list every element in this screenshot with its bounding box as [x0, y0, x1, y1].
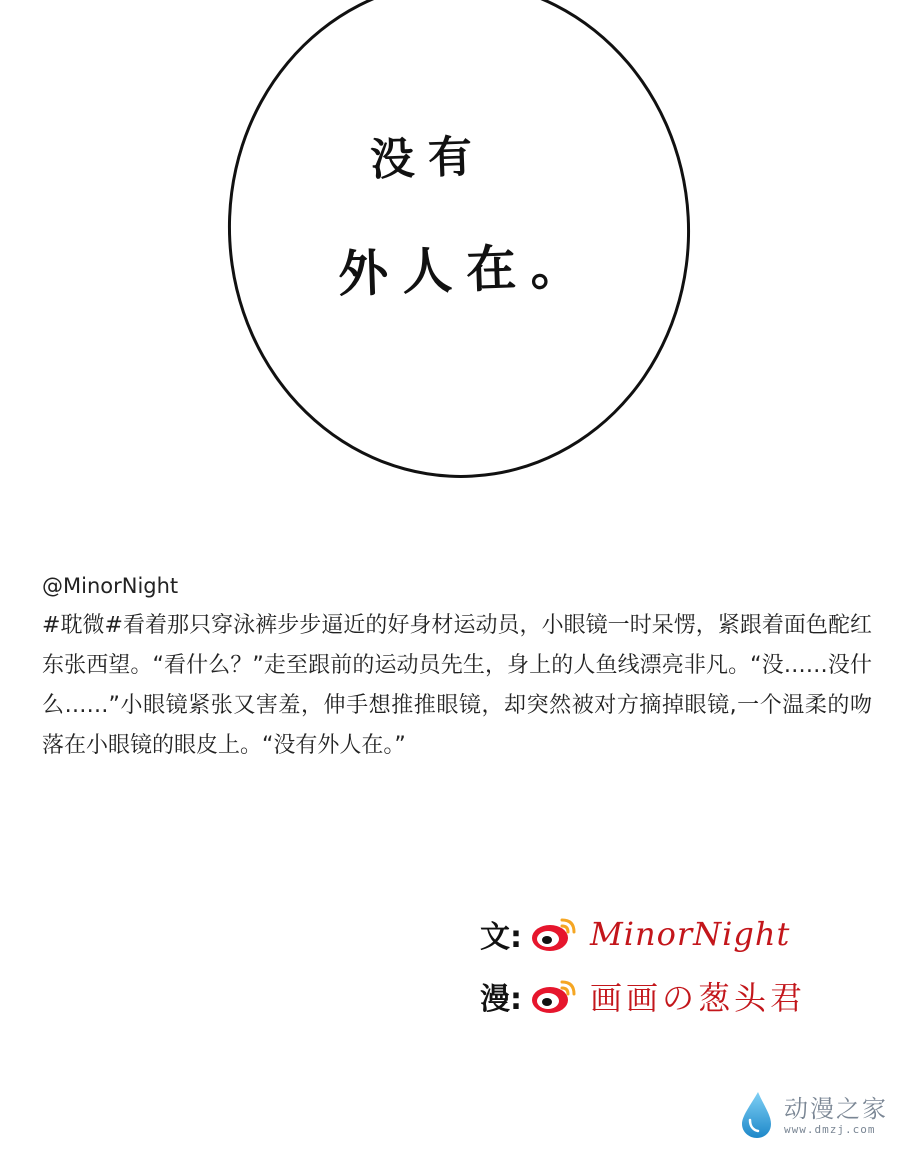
watermark-url: www.dmzj.com — [784, 1122, 876, 1136]
writer-name: MinorNight — [590, 915, 791, 953]
writer-label: 文: — [480, 920, 522, 955]
bubble-text-line2: 外人在。 — [337, 236, 596, 304]
weibo-icon — [528, 914, 580, 954]
caption-text: #耽微#看着那只穿泳裤步步逼近的好身材运动员，小眼镜一时呆愣，紧跟着面色酡红东张西望。“看什么？”走至跟前的运动员先生，身上的人鱼线漂亮非凡。“没……没什么……”小眼镜紧张又害羞，伸手想推推眼镜，却突然被对方摘掉眼镜,一个温柔的吻落在小眼镜的眼皮上。“没有外人在。” — [42, 613, 872, 758]
writer-credit — [480, 910, 790, 958]
bubble-text-line1: 没有 — [369, 130, 488, 187]
watermark-title: 动漫之家 — [784, 1094, 888, 1123]
artist-credit — [480, 972, 806, 1020]
artist-name: 画画の葱头君 — [590, 979, 807, 1017]
site-watermark — [736, 1090, 888, 1140]
water-drop-icon — [736, 1090, 776, 1140]
author-handle: @MinorNight — [42, 574, 179, 598]
artist-label: 漫: — [480, 982, 522, 1017]
weibo-icon — [528, 976, 580, 1016]
caption-block — [42, 566, 872, 766]
